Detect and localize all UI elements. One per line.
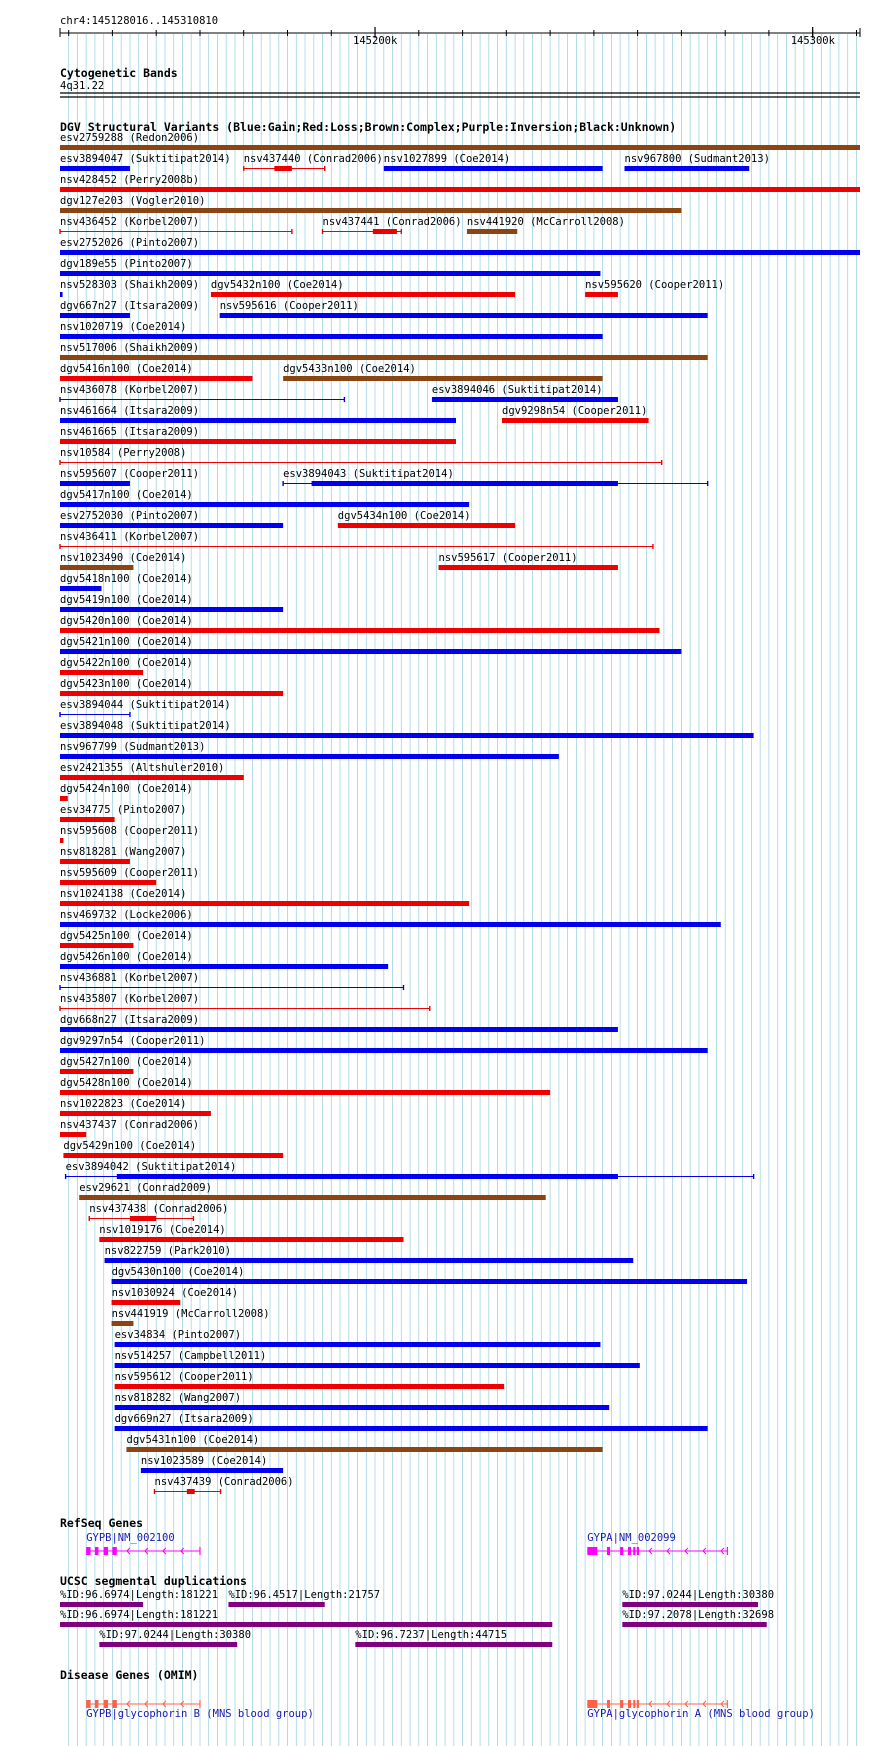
dgv-feature-label: esv34834 (Pinto2007): [114, 1329, 242, 1341]
dgv-feature-label: dgv5425n100 (Coe2014): [60, 930, 193, 942]
dgv-feature-bar: [502, 418, 649, 423]
dgv-feature[interactable]: [126, 1434, 602, 1452]
gene-exon: [637, 1547, 639, 1555]
dgv-feature-bar: [115, 1384, 505, 1389]
dgv-feature-bar: [60, 1132, 86, 1137]
dgv-feature[interactable]: [60, 510, 283, 528]
dgv-feature-bar: [105, 1258, 634, 1263]
dgv-feature-label: nsv514257 (Campbell2011): [114, 1350, 267, 1362]
dgv-feature-label: dgv5423n100 (Coe2014): [60, 678, 193, 690]
dgv-feature[interactable]: [60, 363, 252, 381]
dgv-feature-bar: [126, 1447, 602, 1452]
gene-exon: [104, 1547, 108, 1555]
dgv-feature-bar: [312, 481, 618, 486]
dgv-feature-bar: [60, 166, 130, 171]
ruler-tick-label: 145300k: [790, 35, 835, 47]
dgv-feature-label: esv29621 (Conrad2009): [79, 1182, 212, 1194]
gene-exon: [587, 1547, 597, 1555]
dgv-feature[interactable]: [60, 300, 199, 318]
dgv-feature-label: nsv1024138 (Coe2014): [60, 888, 187, 900]
dgv-feature-bar: [438, 565, 617, 570]
dgv-feature[interactable]: [60, 699, 231, 717]
dgv-feature[interactable]: [60, 636, 681, 654]
dgv-feature[interactable]: [60, 825, 199, 843]
dgv-feature-label: dgv5434n100 (Coe2014): [337, 510, 471, 522]
dgv-feature-label: esv2752026 (Pinto2007): [60, 237, 200, 249]
segdup-track: [60, 1589, 774, 1647]
dgv-feature[interactable]: [60, 195, 681, 213]
gene-feature[interactable]: [86, 1532, 200, 1555]
dgv-feature[interactable]: [60, 468, 199, 486]
dgv-feature[interactable]: [283, 468, 708, 486]
dgv-feature[interactable]: [585, 279, 724, 297]
dgv-feature[interactable]: [60, 216, 292, 234]
gene-exon: [86, 1700, 90, 1708]
gene-exon: [637, 1700, 639, 1708]
dgv-feature-label: nsv461664 (Itsara2009): [60, 405, 200, 417]
dgv-feature-bar: [60, 1027, 618, 1032]
gene-exon: [104, 1700, 108, 1708]
dgv-feature-label: dgv668n27 (Itsara2009): [60, 1014, 200, 1026]
dgv-feature-label: nsv436452 (Korbel2007): [60, 216, 200, 228]
dgv-feature-bar: [60, 901, 469, 906]
dgv-feature-bar: [60, 271, 600, 276]
gene-label: GYPB|NM_002100: [86, 1532, 175, 1544]
dgv-feature-bar: [624, 166, 749, 171]
dgv-feature-label: nsv517006 (Shaikh2009): [60, 342, 200, 354]
dgv-feature[interactable]: [60, 1098, 211, 1116]
gene-exon: [628, 1700, 631, 1708]
dgv-feature[interactable]: [60, 258, 600, 276]
dgv-feature-bar: [60, 187, 860, 192]
omim-track-title: Disease Genes (OMIM): [60, 1668, 199, 1682]
dgv-feature[interactable]: [60, 237, 860, 255]
dgv-feature-label: dgv5417n100 (Coe2014): [60, 489, 193, 501]
dgv-feature[interactable]: [60, 678, 283, 696]
dgv-feature-label: nsv595609 (Cooper2011): [60, 867, 200, 879]
dgv-feature-bar: [60, 796, 68, 801]
dgv-feature-label: esv2752030 (Pinto2007): [60, 510, 200, 522]
dgv-feature-label: dgv5433n100 (Coe2014): [283, 363, 416, 375]
segdup-bar: [622, 1622, 766, 1627]
dgv-feature-label: dgv669n27 (Itsara2009): [114, 1413, 254, 1425]
dgv-feature-bar: [141, 1468, 283, 1473]
dgv-feature[interactable]: [60, 531, 653, 549]
dgv-feature[interactable]: [467, 216, 625, 234]
dgv-feature[interactable]: [79, 1182, 546, 1200]
gene-feature[interactable]: [86, 1700, 314, 1720]
dgv-feature[interactable]: [60, 783, 193, 801]
dgv-feature[interactable]: [323, 216, 462, 234]
dgv-feature-label: nsv1019176 (Coe2014): [99, 1224, 226, 1236]
dgv-feature-bar: [60, 922, 721, 927]
dgv-feature-label: nsv1020719 (Coe2014): [60, 321, 187, 333]
dgv-feature[interactable]: [115, 1371, 505, 1389]
dgv-feature-bar: [60, 1090, 550, 1095]
dgv-feature-bar: [211, 292, 515, 297]
segdup-bar: [99, 1642, 237, 1647]
dgv-feature-bar: [115, 1405, 610, 1410]
dgv-feature[interactable]: [66, 1161, 754, 1179]
gene-exon: [95, 1547, 99, 1555]
dgv-feature[interactable]: [112, 1308, 270, 1326]
ruler-tick-label: 145200k: [353, 35, 398, 47]
dgv-feature-bar: [60, 838, 63, 843]
dgv-feature-label: nsv818281 (Wang2007): [60, 846, 187, 858]
dgv-feature-label: dgv9298n54 (Cooper2011): [502, 405, 648, 417]
dgv-feature[interactable]: [60, 153, 231, 171]
dgv-feature[interactable]: [112, 1287, 238, 1305]
dgv-feature-label: dgv5421n100 (Coe2014): [60, 636, 193, 648]
dgv-feature-label: nsv436078 (Korbel2007): [60, 384, 200, 396]
dgv-feature-label: dgv9297n54 (Cooper2011): [60, 1035, 206, 1047]
refseq-track-title: RefSeq Genes: [60, 1516, 144, 1530]
dgv-feature[interactable]: [60, 573, 193, 591]
dgv-feature-label: dgv5426n100 (Coe2014): [60, 951, 193, 963]
dgv-feature[interactable]: [60, 846, 186, 864]
dgv-feature[interactable]: [244, 153, 383, 171]
dgv-feature-label: nsv595616 (Cooper2011): [219, 300, 359, 312]
dgv-feature-label: nsv437441 (Conrad2006): [322, 216, 462, 228]
dgv-feature-label: nsv967800 (Sudmant2013): [624, 153, 770, 165]
dgv-feature-bar: [60, 964, 388, 969]
gene-exon: [587, 1700, 597, 1708]
dgv-feature-label: dgv5422n100 (Coe2014): [60, 657, 193, 669]
dgv-feature-bar: [283, 376, 602, 381]
dgv-feature[interactable]: [60, 552, 186, 570]
dgv-feature-label: nsv428452 (Perry2008b): [60, 174, 200, 186]
dgv-feature[interactable]: [432, 384, 618, 402]
dgv-feature-bar: [60, 145, 860, 150]
dgv-feature-bar: [115, 1363, 640, 1368]
dgv-feature[interactable]: [60, 1119, 199, 1137]
dgv-feature-label: nsv1027899 (Coe2014): [383, 153, 511, 165]
dgv-feature-label: nsv10584 (Perry2008): [60, 447, 187, 459]
segdup-feature[interactable]: [60, 1589, 218, 1607]
dgv-feature-label: nsv822759 (Park2010): [104, 1245, 232, 1257]
dgv-feature-bar: [112, 1300, 181, 1305]
gene-exon: [633, 1700, 635, 1708]
dgv-feature[interactable]: [60, 657, 193, 675]
dgv-feature[interactable]: [60, 867, 199, 885]
dgv-feature-bar: [60, 880, 156, 885]
dgv-feature-label: esv3894048 (Suktitipat2014): [60, 720, 231, 732]
dgv-feature-label: nsv595607 (Cooper2011): [60, 468, 200, 480]
dgv-feature-bar: [60, 649, 681, 654]
segdup-label: %ID:97.0244|Length:30380: [622, 1589, 775, 1601]
dgv-feature-bar: [60, 439, 456, 444]
segdup-label: %ID:96.4517|Length:21757: [228, 1589, 381, 1601]
dgv-feature-bar: [117, 1174, 618, 1179]
dgv-feature-label: nsv595620 (Cooper2011): [585, 279, 725, 291]
dgv-feature-bar: [130, 1216, 156, 1221]
segdup-label: %ID:97.2078|Length:32698: [622, 1609, 775, 1621]
dgv-feature-bar: [60, 502, 469, 507]
dgv-feature-bar: [99, 1237, 403, 1242]
dgv-track-title: DGV Structural Variants (Blue:Gain;Red:Loss;Brown:Complex;Purple:Inversion;Black:Unknown): [60, 120, 677, 134]
dgv-feature-label: nsv528303 (Shaikh2009): [60, 279, 200, 291]
dgv-feature[interactable]: [384, 153, 603, 171]
segdup-label: %ID:97.0244|Length:30380: [99, 1629, 252, 1641]
segdup-feature[interactable]: [60, 1609, 552, 1627]
segdup-feature[interactable]: [622, 1609, 774, 1627]
dgv-feature-label: dgv5430n100 (Coe2014): [111, 1266, 245, 1278]
segdup-label: %ID:96.6974|Length:181221: [60, 1589, 219, 1601]
gene-feature[interactable]: [587, 1700, 815, 1720]
dgv-feature-label: esv3894042 (Suktitipat2014): [65, 1161, 237, 1173]
location-label: chr4:145128016..145310810: [60, 15, 219, 27]
dgv-feature-bar: [115, 1342, 601, 1347]
cytoband-track-title: Cytogenetic Bands: [60, 66, 178, 80]
dgv-feature-label: nsv595612 (Cooper2011): [114, 1371, 254, 1383]
dgv-feature[interactable]: [624, 153, 769, 171]
omim-track: [86, 1700, 815, 1720]
dgv-feature-bar: [60, 481, 130, 486]
dgv-feature-label: dgv127e203 (Vogler2010): [60, 195, 206, 207]
dgv-feature[interactable]: [115, 1392, 610, 1410]
segdup-track-title: UCSC segmental duplications: [60, 1574, 247, 1588]
dgv-feature[interactable]: [60, 804, 186, 822]
dgv-feature[interactable]: [60, 720, 754, 738]
dgv-feature-bar: [60, 313, 130, 318]
dgv-feature-label: nsv967799 (Sudmant2013): [60, 741, 206, 753]
gene-exon: [607, 1547, 610, 1555]
dgv-feature-label: nsv461665 (Itsara2009): [60, 426, 200, 438]
gene-exon: [633, 1547, 635, 1555]
dgv-feature-bar: [60, 1069, 133, 1074]
segdup-bar: [228, 1602, 324, 1607]
dgv-feature[interactable]: [89, 1203, 228, 1221]
dgv-feature[interactable]: [60, 132, 860, 150]
dgv-feature-bar: [467, 229, 517, 234]
gene-exon: [620, 1700, 623, 1708]
dgv-feature-label: nsv437439 (Conrad2006): [154, 1476, 294, 1488]
dgv-feature[interactable]: [154, 1476, 293, 1494]
dgv-feature-bar: [60, 250, 860, 255]
dgv-feature-label: dgv5432n100 (Coe2014): [210, 279, 344, 291]
dgv-feature-bar: [60, 607, 283, 612]
dgv-feature[interactable]: [60, 489, 469, 507]
dgv-feature[interactable]: [60, 384, 344, 402]
dgv-feature-bar: [60, 628, 660, 633]
dgv-feature-bar: [79, 1195, 546, 1200]
dgv-feature-label: nsv469732 (Locke2006): [60, 909, 193, 921]
gene-exon: [112, 1700, 116, 1708]
dgv-feature-bar: [115, 1426, 708, 1431]
dgv-feature-bar: [432, 397, 618, 402]
dgv-feature-label: dgv189e55 (Pinto2007): [60, 258, 193, 270]
dgv-feature-bar: [338, 523, 515, 528]
dgv-feature-bar: [60, 754, 559, 759]
dgv-feature-bar: [60, 376, 252, 381]
dgv-feature-label: nsv437437 (Conrad2006): [60, 1119, 200, 1131]
dgv-feature-bar: [60, 670, 143, 675]
gene-exon: [607, 1700, 610, 1708]
dgv-feature-bar: [60, 1111, 211, 1116]
gene-exon: [620, 1547, 623, 1555]
segdup-feature[interactable]: [355, 1629, 552, 1647]
dgv-feature-bar: [585, 292, 618, 297]
dgv-feature[interactable]: [60, 447, 662, 465]
dgv-feature-bar: [60, 565, 133, 570]
dgv-feature-bar: [60, 1048, 708, 1053]
gene-exon: [628, 1547, 631, 1555]
gene-feature[interactable]: [587, 1532, 727, 1555]
dgv-feature-label: nsv435807 (Korbel2007): [60, 993, 200, 1005]
dgv-feature[interactable]: [141, 1455, 283, 1473]
dgv-feature-label: nsv441920 (McCarroll2008): [466, 216, 625, 228]
dgv-feature-bar: [60, 355, 708, 360]
dgv-feature-label: nsv1030924 (Coe2014): [111, 1287, 239, 1299]
dgv-feature-label: nsv1022823 (Coe2014): [60, 1098, 187, 1110]
dgv-feature-bar: [112, 1279, 747, 1284]
dgv-feature-label: dgv5419n100 (Coe2014): [60, 594, 193, 606]
dgv-feature-bar: [60, 691, 283, 696]
dgv-feature[interactable]: [60, 426, 456, 444]
dgv-feature-label: dgv5420n100 (Coe2014): [60, 615, 193, 627]
dgv-feature-bar: [187, 1489, 195, 1494]
gene-exon: [112, 1547, 116, 1555]
dgv-feature-bar: [60, 775, 244, 780]
dgv-feature[interactable]: [60, 594, 283, 612]
dgv-feature[interactable]: [112, 1266, 747, 1284]
dgv-feature-bar: [63, 1153, 283, 1158]
dgv-feature[interactable]: [60, 909, 721, 927]
dgv-feature[interactable]: [438, 552, 617, 570]
segdup-bar: [60, 1622, 552, 1627]
dgv-feature-label: nsv595608 (Cooper2011): [60, 825, 200, 837]
segdup-label: %ID:96.6974|Length:181221: [60, 1609, 219, 1621]
dgv-feature-label: dgv667n27 (Itsara2009): [60, 300, 200, 312]
dgv-feature[interactable]: [283, 363, 603, 381]
segdup-label: %ID:96.7237|Length:44715: [355, 1629, 508, 1641]
dgv-feature[interactable]: [60, 1056, 193, 1074]
dgv-feature-label: nsv437440 (Conrad2006): [243, 153, 383, 165]
dgv-feature-bar: [60, 523, 283, 528]
segdup-feature[interactable]: [622, 1589, 774, 1607]
dgv-feature-bar: [60, 733, 754, 738]
dgv-feature[interactable]: [211, 279, 515, 297]
dgv-feature-label: esv3894043 (Suktitipat2014): [283, 468, 454, 480]
dgv-feature-bar: [60, 586, 102, 591]
gene-exon: [95, 1700, 99, 1708]
gene-label: GYPA|NM_002099: [587, 1532, 676, 1544]
dgv-feature[interactable]: [60, 993, 430, 1011]
cytoband-label[interactable]: 4q31.22: [60, 80, 105, 92]
segdup-bar: [622, 1602, 758, 1607]
dgv-feature-bar: [60, 208, 681, 213]
dgv-feature-label: dgv5429n100 (Coe2014): [63, 1140, 197, 1152]
dgv-feature[interactable]: [502, 405, 649, 423]
dgv-feature[interactable]: [60, 930, 193, 948]
dgv-feature[interactable]: [220, 300, 708, 318]
dgv-feature-label: esv34775 (Pinto2007): [60, 804, 187, 816]
dgv-feature-label: nsv437438 (Conrad2006): [89, 1203, 229, 1215]
dgv-feature[interactable]: [63, 1140, 283, 1158]
dgv-feature-label: esv2421355 (Altshuler2010): [60, 762, 225, 774]
dgv-feature-label: nsv1023589 (Coe2014): [140, 1455, 268, 1467]
dgv-feature-bar: [60, 817, 115, 822]
segdup-feature[interactable]: [99, 1629, 251, 1647]
dgv-feature-bar: [60, 859, 130, 864]
dgv-feature-label: dgv5431n100 (Coe2014): [126, 1434, 260, 1446]
dgv-feature-label: dgv5428n100 (Coe2014): [60, 1077, 193, 1089]
segdup-bar: [355, 1642, 552, 1647]
dgv-feature[interactable]: [60, 888, 469, 906]
dgv-feature-label: esv2759288 (Redon2006): [60, 132, 200, 144]
dgv-feature-label: nsv818282 (Wang2007): [114, 1392, 242, 1404]
dgv-feature-label: esv3894046 (Suktitipat2014): [431, 384, 603, 396]
dgv-feature-label: dgv5418n100 (Coe2014): [60, 573, 193, 585]
dgv-feature[interactable]: [60, 615, 660, 633]
dgv-feature-bar: [384, 166, 603, 171]
dgv-feature-bar: [373, 229, 397, 234]
dgv-track: [60, 132, 860, 1494]
dgv-feature[interactable]: [60, 972, 403, 990]
gene-label: GYPB|glycophorin B (MNS blood group): [86, 1708, 314, 1720]
dgv-feature[interactable]: [115, 1350, 640, 1368]
dgv-feature-label: nsv1023490 (Coe2014): [60, 552, 187, 564]
dgv-feature-bar: [60, 334, 603, 339]
dgv-feature[interactable]: [105, 1245, 634, 1263]
dgv-feature[interactable]: [115, 1413, 708, 1431]
dgv-feature[interactable]: [60, 951, 388, 969]
dgv-feature[interactable]: [60, 1014, 618, 1032]
dgv-feature[interactable]: [60, 762, 244, 780]
dgv-feature-label: esv3894047 (Suktitipat2014): [60, 153, 231, 165]
dgv-feature[interactable]: [60, 174, 860, 192]
dgv-feature-bar: [60, 418, 456, 423]
dgv-feature[interactable]: [60, 405, 456, 423]
segdup-bar: [60, 1602, 143, 1607]
dgv-feature-label: nsv436411 (Korbel2007): [60, 531, 200, 543]
gene-label: GYPA|glycophorin A (MNS blood group): [587, 1708, 815, 1720]
coordinate-ruler[interactable]: [60, 27, 860, 47]
dgv-feature[interactable]: [60, 741, 559, 759]
dgv-feature-bar: [60, 943, 133, 948]
dgv-feature-label: nsv595617 (Cooper2011): [438, 552, 578, 564]
dgv-feature-bar: [274, 166, 292, 171]
dgv-feature-label: dgv5416n100 (Coe2014): [60, 363, 193, 375]
dgv-feature-label: nsv436881 (Korbel2007): [60, 972, 200, 984]
dgv-feature-label: nsv441919 (McCarroll2008): [111, 1308, 270, 1320]
dgv-feature-label: dgv5427n100 (Coe2014): [60, 1056, 193, 1068]
gene-exon: [86, 1547, 90, 1555]
dgv-feature-label: dgv5424n100 (Coe2014): [60, 783, 193, 795]
dgv-feature[interactable]: [60, 279, 199, 297]
dgv-feature-bar: [112, 1321, 134, 1326]
dgv-feature-bar: [220, 313, 708, 318]
dgv-feature-label: esv3894044 (Suktitipat2014): [60, 699, 231, 711]
dgv-feature-bar: [60, 292, 63, 297]
